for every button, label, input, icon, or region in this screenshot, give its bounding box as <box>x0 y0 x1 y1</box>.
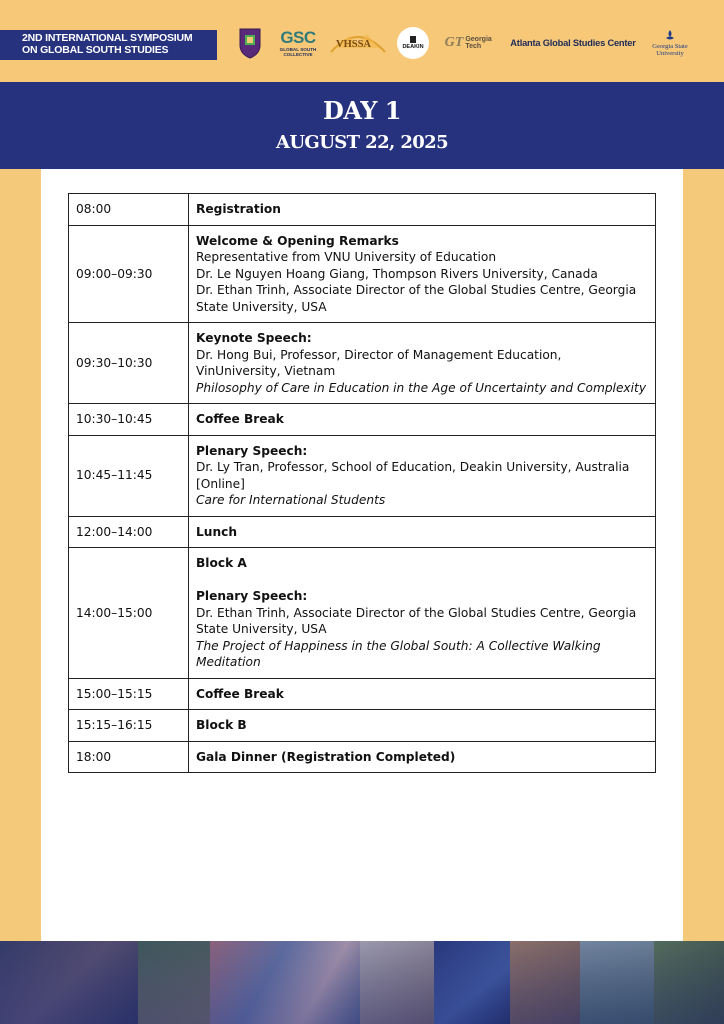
gsc-logo-text: GSC <box>280 28 316 47</box>
schedule-description <box>189 323 656 404</box>
photo-strip <box>0 941 724 1024</box>
gsc-logo <box>276 24 320 62</box>
agsc-logo-text: Atlanta Global Studies Center <box>510 38 636 48</box>
session-title: Registration <box>196 202 281 216</box>
speaker-line: Dr. Ethan Trinh, Associate Director of the Global Studies Centre, Georgia State University, USA <box>196 283 637 314</box>
schedule-time: 09:30–10:30 <box>69 323 189 404</box>
schedule-row <box>69 404 656 436</box>
gsu-logo-line2: University <box>656 50 684 57</box>
schedule-description <box>189 678 656 710</box>
crest-icon <box>410 36 416 43</box>
agsc-logo <box>502 24 644 62</box>
vnu-shield-logo <box>236 24 264 62</box>
session-title: Coffee Break <box>196 686 284 701</box>
session-title: Welcome & Opening Remarks <box>196 233 399 248</box>
session-title: Block A <box>196 556 247 570</box>
deakin-logo <box>396 24 430 62</box>
schedule-time: 18:00 <box>69 741 189 773</box>
photo-group <box>210 941 360 1024</box>
schedule-row <box>69 710 656 742</box>
schedule-description <box>189 548 656 679</box>
georgia-tech-logo <box>440 24 494 62</box>
photo-garden <box>138 941 210 1024</box>
speaker-line: Dr. Le Nguyen Hoang Giang, Thompson Rivers University, Canada <box>196 266 598 281</box>
shield-icon <box>238 27 262 59</box>
schedule-row <box>69 548 656 679</box>
gsu-logo-line1: Georgia State <box>652 43 688 50</box>
vhssa-logo-text: VHSSA <box>336 39 372 50</box>
talk-title: The Project of Happiness in the Global South: A Collective Walking Meditation <box>196 638 601 669</box>
schedule-description <box>189 404 656 436</box>
schedule-time: 12:00–14:00 <box>69 516 189 548</box>
schedule-table <box>68 193 656 773</box>
session-title: Keynote Speech: <box>196 331 312 345</box>
schedule-description <box>189 710 656 742</box>
speaker-line: Dr. Ethan Trinh, Associate Director of the Global Studies Centre, Georgia State University, USA <box>196 605 637 636</box>
schedule-row <box>69 323 656 404</box>
schedule-description <box>189 435 656 516</box>
symposium-title <box>0 30 217 60</box>
deakin-logo-text: DEAKIN <box>402 44 424 50</box>
photo-laptop <box>434 941 510 1024</box>
session-title: Lunch <box>196 524 238 539</box>
gsu-logo <box>650 24 690 62</box>
symposium-title-line2: ON GLOBAL SOUTH STUDIES <box>22 43 169 56</box>
speaker-line: Representative from VNU University of Education <box>196 250 497 264</box>
schedule-time: 10:45–11:45 <box>69 435 189 516</box>
photo-classroom <box>0 941 138 1024</box>
schedule-time: 08:00 <box>69 194 189 226</box>
speaker-line: Dr. Hong Bui, Professor, Director of Management Education, VinUniversity, Vietnam <box>196 347 562 378</box>
speaker-line: Dr. Ly Tran, Professor, School of Education, Deakin University, Australia [Online] <box>196 460 630 491</box>
day-banner <box>0 82 724 169</box>
schedule-description <box>189 194 656 226</box>
day-date: AUGUST 22, 2025 <box>275 132 449 153</box>
schedule-row <box>69 194 656 226</box>
deakin-badge <box>397 27 429 59</box>
schedule-description <box>189 516 656 548</box>
session-title: Gala Dinner (Registration Completed) <box>196 749 456 764</box>
talk-title: Care for International Students <box>196 493 386 507</box>
spacer <box>196 572 649 589</box>
vhssa-logo <box>328 24 388 62</box>
partner-logos <box>236 24 706 64</box>
photo-reading <box>510 941 580 1024</box>
schedule-row <box>69 435 656 516</box>
session-title: Block B <box>196 718 247 732</box>
schedule-description <box>189 741 656 773</box>
talk-title: Philosophy of Care in Education in the Age of Uncertainty and Complexity <box>196 380 647 395</box>
day-title: DAY 1 <box>323 96 401 125</box>
schedule-time: 09:00–09:30 <box>69 225 189 323</box>
georgia-tech-text: Georgia Tech <box>465 35 492 50</box>
schedule-time: 15:15–16:15 <box>69 710 189 742</box>
gsc-logo-subtitle: GLOBAL SOUTH COLLECTIVE <box>279 47 317 57</box>
gt-monogram-icon: GT <box>444 35 464 50</box>
schedule-description <box>189 225 656 323</box>
schedule-row <box>69 741 656 773</box>
schedule-row <box>69 516 656 548</box>
schedule-time: 14:00–15:00 <box>69 548 189 679</box>
schedule-time: 15:00–15:15 <box>69 678 189 710</box>
session-title: Plenary Speech: <box>196 443 308 458</box>
photo-landscape <box>580 941 654 1024</box>
schedule-row <box>69 678 656 710</box>
photo-plants <box>654 941 724 1024</box>
flame-icon <box>663 29 677 43</box>
session-title: Coffee Break <box>196 412 284 426</box>
photo-portrait <box>360 941 434 1024</box>
session-title: Plenary Speech: <box>196 589 308 603</box>
symposium-title-line1: 2ND INTERNATIONAL SYMPOSIUM <box>22 32 193 44</box>
schedule-row <box>69 225 656 323</box>
schedule-time: 10:30–10:45 <box>69 404 189 436</box>
